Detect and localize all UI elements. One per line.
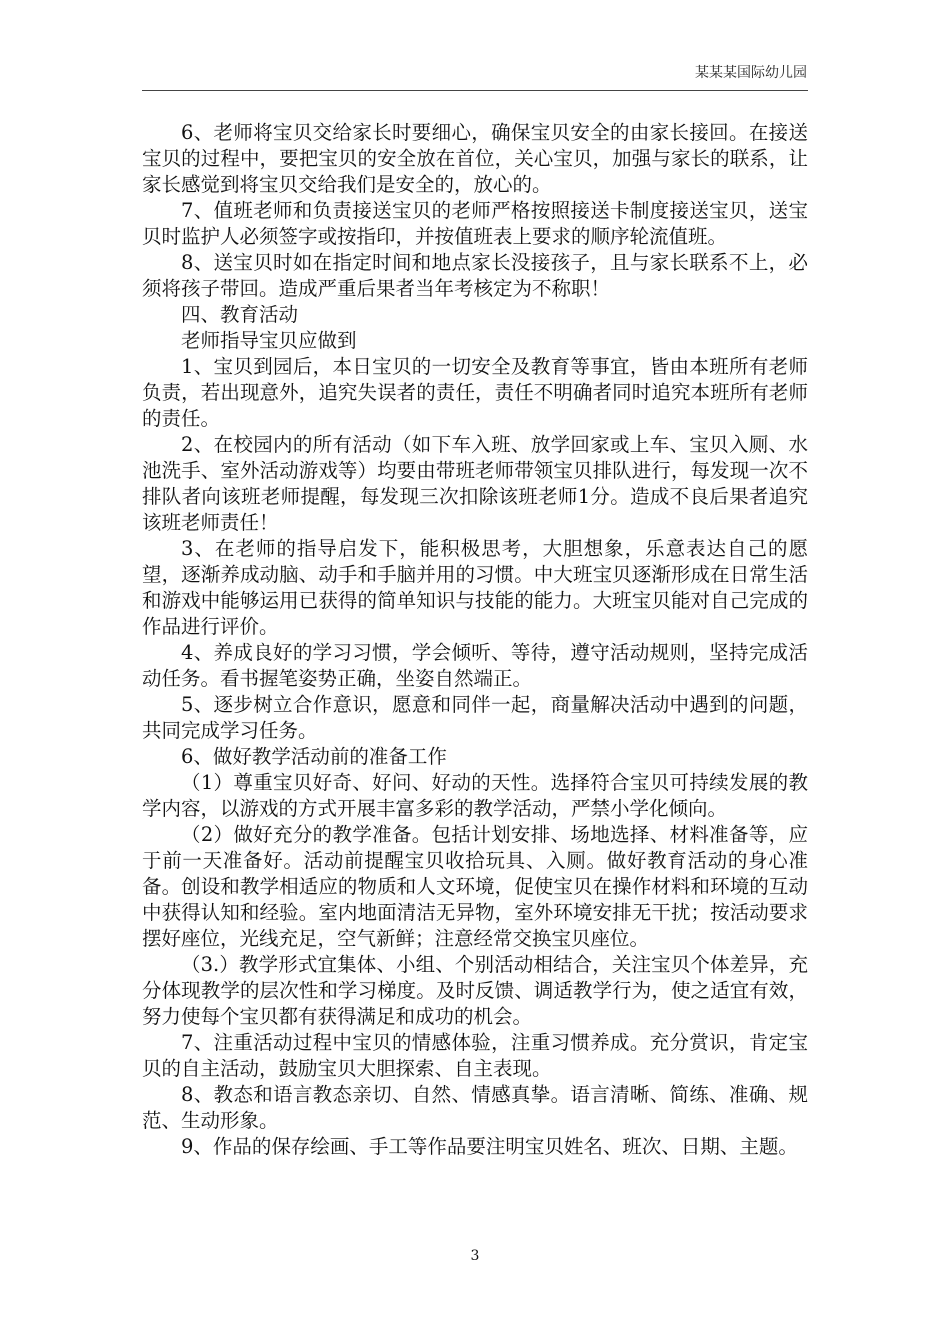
subheading: 老师指导宝贝应做到 bbox=[181, 329, 357, 352]
paragraph: 2、在校园内的所有活动（如下车入班、放学回家或上车、宝贝入厕、水池洗手、室外活动游戏等）均要由带班老师带领宝贝排队进行，每发现一次不排队者向该班老师提醒，每发现三次扣除该班老师1分。造成不良后果者追究该班老师责任！ bbox=[142, 433, 808, 534]
document-body bbox=[142, 120, 808, 1160]
paragraph: 6、做好教学活动前的准备工作 bbox=[181, 745, 447, 768]
section-heading: 四、教育活动 bbox=[181, 303, 299, 326]
paragraph: （3.）教学形式宜集体、小组、个别活动相结合，关注宝贝个体差异，充分体现教学的层次性和学习梯度。及时反馈、调适教学行为，使之适宜有效，努力使每个宝贝都有获得满足和成功的机会。 bbox=[142, 953, 808, 1028]
paragraph: 7、值班老师和负责接送宝贝的老师严格按照接送卡制度接送宝贝，送宝贝时监护人必须签字或按指印，并按值班表上要求的顺序轮流值班。 bbox=[142, 199, 808, 248]
paragraph: （2）做好充分的教学准备。包括计划安排、场地选择、材料准备等，应于前一天准备好。活动前提醒宝贝收拾玩具、入厕。做好教育活动的身心准备。创设和教学相适应的物质和人文环境，促使宝贝在操作材料和环境的互动中获得认知和经验。室内地面清洁无异物，室外环境安排无干扰；按活动要求摆好座位，光线充足，空气新鲜；注意经常交换宝贝座位。 bbox=[142, 823, 808, 950]
header-divider bbox=[142, 90, 808, 91]
paragraph: 8、送宝贝时如在指定时间和地点家长没接孩子，且与家长联系不上，必须将孩子带回。造成严重后果者当年考核定为不称职！ bbox=[142, 251, 808, 300]
page-header-title: 某某某国际幼儿园 bbox=[695, 65, 807, 81]
paragraph: 1、宝贝到园后，本日宝贝的一切安全及教育等事宜，皆由本班所有老师负责，若出现意外，追究失误者的责任，责任不明确者同时追究本班所有老师的责任。 bbox=[142, 355, 808, 430]
paragraph: 9、作品的保存绘画、手工等作品要注明宝贝姓名、班次、日期、主题。 bbox=[181, 1135, 798, 1158]
paragraph: 4、养成良好的学习习惯，学会倾听、等待，遵守活动规则，坚持完成活动任务。看书握笔姿势正确，坐姿自然端正。 bbox=[142, 641, 808, 690]
paragraph: （1）尊重宝贝好奇、好问、好动的天性。选择符合宝贝可持续发展的教学内容，以游戏的方式开展丰富多彩的教学活动，严禁小学化倾向。 bbox=[142, 771, 808, 820]
paragraph: 6、老师将宝贝交给家长时要细心，确保宝贝安全的由家长接回。在接送宝贝的过程中，要把宝贝的安全放在首位，关心宝贝，加强与家长的联系，让家长感觉到将宝贝交给我们是安全的，放心的。 bbox=[142, 121, 808, 196]
paragraph: 8、教态和语言教态亲切、自然、情感真挚。语言清晰、简练、准确、规范、生动形象。 bbox=[142, 1083, 808, 1132]
paragraph: 5、逐步树立合作意识，愿意和同伴一起，商量解决活动中遇到的问题，共同完成学习任务。 bbox=[142, 693, 808, 742]
page-number: 3 bbox=[470, 1248, 480, 1264]
paragraph: 3、在老师的指导启发下，能积极思考，大胆想象，乐意表达自己的愿望，逐渐养成动脑、动手和手脑并用的习惯。中大班宝贝逐渐形成在日常生活和游戏中能够运用已获得的简单知识与技能的能力。大班宝贝能对自己完成的作品进行评价。 bbox=[142, 537, 808, 638]
paragraph: 7、注重活动过程中宝贝的情感体验，注重习惯养成。充分赏识，肯定宝贝的自主活动，鼓励宝贝大胆探索、自主表现。 bbox=[142, 1031, 808, 1080]
